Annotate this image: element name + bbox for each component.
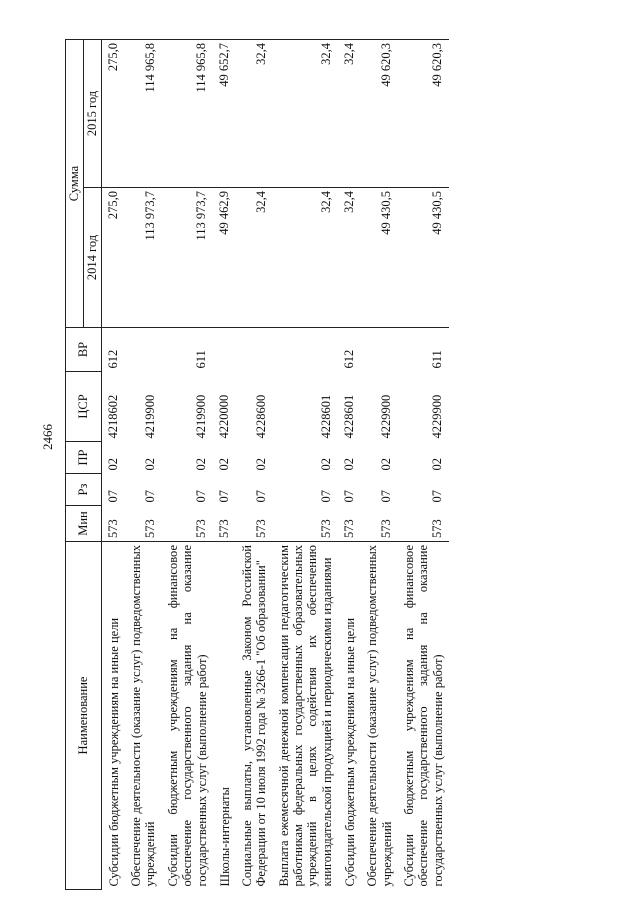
table-row (213, 40, 236, 890)
table-row (102, 40, 126, 890)
row-sum-2014: 275,0 (102, 188, 126, 328)
row-rz: 07 (378, 490, 393, 503)
row-pr: 02 (430, 458, 444, 471)
row-rz: 07 (430, 490, 444, 503)
table-row (338, 40, 361, 890)
row-pr: 02 (253, 458, 268, 471)
header-2014: 2014 год (84, 188, 102, 328)
rotated-page (65, 40, 600, 890)
row-min: 573 (430, 519, 444, 538)
row-name: Субсидии бюджетным учреждениям на иные цели (338, 542, 361, 890)
header-2015: 2015 год (84, 40, 102, 188)
table-row (125, 40, 162, 890)
budget-table (65, 39, 449, 890)
row-rz: 07 (142, 490, 157, 503)
row-vr (361, 328, 398, 372)
header-row (66, 40, 84, 890)
row-name: Школы-интернаты (213, 542, 236, 890)
row-pr: 02 (142, 458, 157, 471)
row-min: 573 (378, 519, 393, 538)
row-vr: 612 (102, 328, 126, 372)
row-vr (273, 328, 339, 372)
row-csr: 4228601 (319, 394, 334, 439)
row-min: 573 (319, 519, 334, 538)
header-sum: Сумма (66, 40, 84, 328)
table-row (398, 40, 449, 890)
header-name: Наименование (66, 542, 102, 890)
row-min: 573 (342, 519, 357, 538)
row-name: Обеспечение деятельности (оказание услуг) подведомственных учреждений (361, 542, 398, 890)
page-number: 2466 (40, 424, 55, 450)
row-name: Субсидии бюджетным учреждениям на финансовое обеспечение государственного задания на оказание государственных услуг (выполнение работ) (162, 542, 213, 890)
row-pr: 02 (378, 458, 393, 471)
row-csr: 4220000 (216, 394, 231, 439)
row-name: Субсидии бюджетным учреждениям на иные цели (102, 542, 126, 890)
table-body (102, 40, 450, 890)
row-pr: 02 (342, 458, 357, 471)
row-sum-2015: 114 965,8 (125, 40, 162, 188)
row-sum-2014: 49 462,9 (213, 188, 236, 328)
row-rz: 07 (216, 490, 231, 503)
row-sum-2014: 32,4 (273, 188, 339, 328)
row-sum-2015: 275,0 (102, 40, 126, 188)
table-row (273, 40, 339, 890)
row-csr: 4228601 (342, 394, 357, 439)
row-csr: 4229900 (430, 394, 444, 439)
row-csr: 4228600 (253, 394, 268, 439)
row-vr (125, 328, 162, 372)
row-name: Субсидии бюджетным учреждениям на финансовое обеспечение государственного задания на оказание государственных услуг (выполнение работ) (398, 542, 449, 890)
row-pr: 02 (319, 458, 334, 471)
row-rz: 07 (193, 490, 208, 503)
row-sum-2015: 49 652,7 (213, 40, 236, 188)
row-sum-2015: 32,4 (273, 40, 339, 188)
row-name: Обеспечение деятельности (оказание услуг) подведомственных учреждений (125, 542, 162, 890)
row-sum-2014: 113 973,7 (162, 188, 213, 328)
row-vr (213, 328, 236, 372)
row-sum-2014: 32,4 (338, 188, 361, 328)
row-name: Социальные выплаты, установленные Законом Российской Федерации от 10 июля 1992 года № 3266-1 "Об образовании" (236, 542, 273, 890)
row-sum-2014: 49 430,5 (361, 188, 398, 328)
row-min: 573 (253, 519, 268, 538)
row-rz: 07 (102, 474, 126, 506)
row-vr (236, 328, 273, 372)
header-vr: ВР (66, 328, 102, 372)
row-sum-2015: 32,4 (338, 40, 361, 188)
header-min: Мин (66, 506, 102, 542)
table-row (236, 40, 273, 890)
row-pr: 02 (102, 442, 126, 474)
table-row (162, 40, 213, 890)
row-rz: 07 (253, 490, 268, 503)
header-csr: ЦСР (66, 372, 102, 442)
header-rz: Рз (66, 474, 102, 506)
row-vr: 612 (342, 349, 357, 369)
row-csr: 4229900 (378, 394, 393, 439)
row-pr: 02 (193, 458, 208, 471)
row-csr: 4218602 (102, 372, 126, 442)
row-pr: 02 (216, 458, 231, 471)
row-csr: 4219900 (142, 394, 157, 439)
row-vr: 611 (430, 350, 444, 369)
row-sum-2014: 49 430,5 (398, 188, 449, 328)
header-pr: ПР (66, 442, 102, 474)
row-sum-2014: 113 973,7 (125, 188, 162, 328)
row-name: Выплата ежемесячной денежной компенсации педагогическим работникам федеральных государственных образовательных учреждений в целях содействия их обеспечению книгоиздательской продукцией и периодическими изданиями (273, 542, 339, 890)
row-sum-2014: 32,4 (236, 188, 273, 328)
row-min: 573 (102, 506, 126, 542)
row-vr: 611 (193, 350, 208, 369)
row-sum-2015: 114 965,8 (162, 40, 213, 188)
row-sum-2015: 32,4 (236, 40, 273, 188)
row-min: 573 (142, 519, 157, 538)
row-min: 573 (216, 519, 231, 538)
row-sum-2015: 49 620,3 (398, 40, 449, 188)
row-min: 573 (193, 519, 208, 538)
row-csr: 4219900 (193, 394, 208, 439)
table-row (361, 40, 398, 890)
row-rz: 07 (319, 490, 334, 503)
row-rz: 07 (342, 490, 357, 503)
row-sum-2015: 49 620,3 (361, 40, 398, 188)
